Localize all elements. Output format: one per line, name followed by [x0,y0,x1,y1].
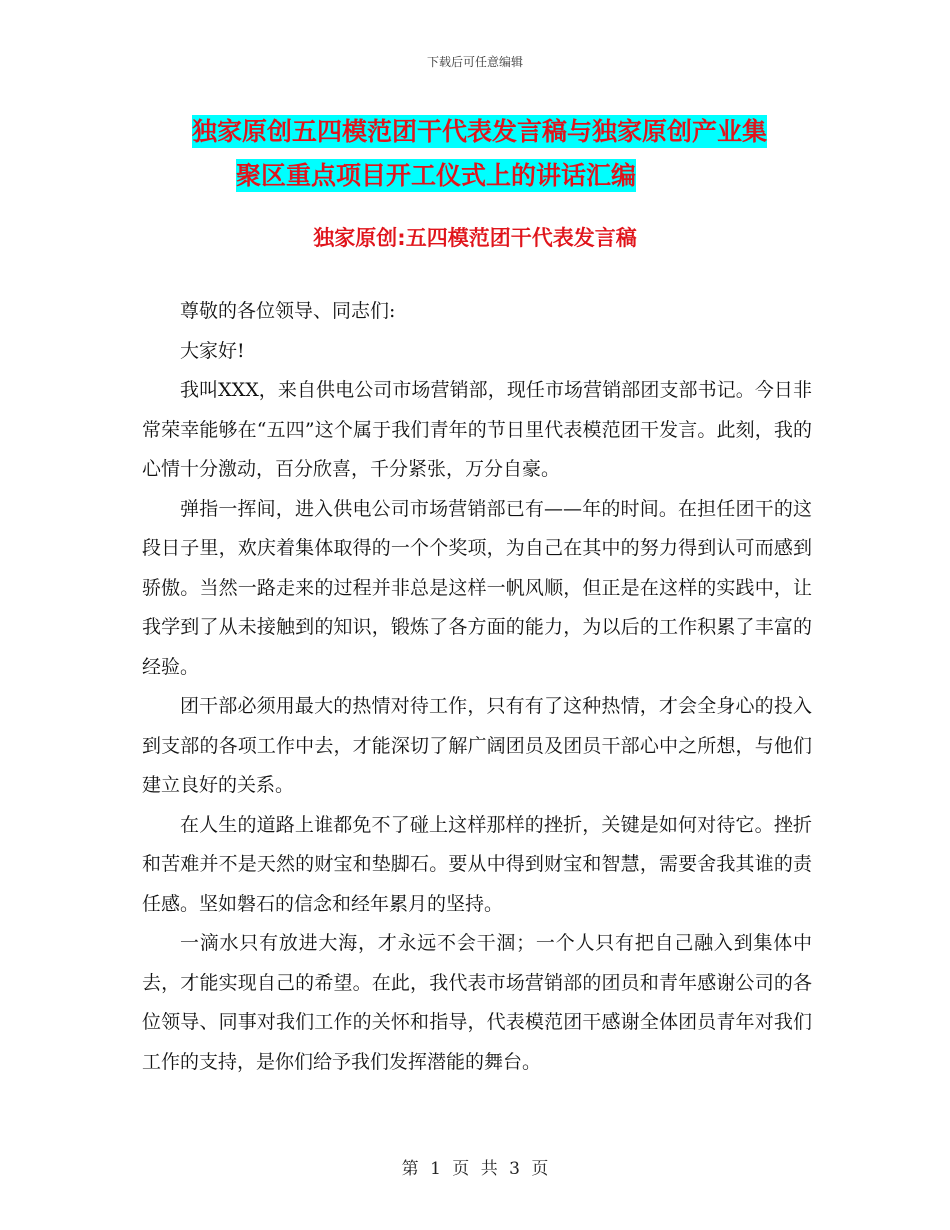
paragraph: 我叫XXX，来自供电公司市场营销部，现任市场营销部团支部书记。今日非常荣幸能够在“五四”这个属于我们青年的节日里代表模范团干发言。此刻，我的心情十分激动，百分欣喜，千分紧张，万分自豪。 [142,379,812,480]
paragraph: 团干部必须用最大的热情对待工作，只有有了这种热情，才会全身心的投入到支部的各项工作中去，才能深切了解广阔团员及团员干部心中之所想，与他们建立良好的关系。 [142,695,812,796]
header-note: 下载后可任意编辑 [426,55,523,69]
paragraph-greeting: 大家好! [180,339,245,362]
document-title [0,110,950,198]
paragraph: 弹指一挥间，进入供电公司市场营销部已有——年的时间。在担任团干的这段日子里，欢庆着集体取得的一个个奖项，为自己在其中的努力得到认可而感到骄傲。当然一路走来的过程并非总是这样一帆风顺，但正是在这样的实践中，让我学到了从未接触到的知识，锻炼了各方面的能力，为以后的工作积累了丰富的经验。 [142,497,812,678]
paragraph: 一滴水只有放进大海，才永远不会干涸；一个人只有把自己融入到集体中去，才能实现自己的希望。在此，我代表市场营销部的团员和青年感谢公司的各位领导、同事对我们工作的关怀和指导，代表模范团干感谢全体团员青年对我们工作的支持，是你们给予我们发挥潜能的舞台。 [142,932,812,1073]
section-title: 独家原创:五四模范团干代表发言稿 [313,226,637,250]
paragraph: 在人生的道路上谁都免不了碰上这样那样的挫折，关键是如何对待它。挫折和苦难并不是天然的财宝和垫脚石。要从中得到财宝和智慧，需要舍我其谁的责任感。坚如磐石的信念和经年累月的坚持。 [142,813,812,915]
document-title-line-1: 独家原创五四模范团干代表发言稿与独家原创产业集 [192,117,768,146]
page-footer: 第 1 页 共 3 页 [401,1159,549,1179]
paragraph-salutation: 尊敬的各位领导、同志们: [180,300,396,322]
document-body [142,292,812,1082]
document-title-line-2: 聚区重点项目开工仪式上的讲话汇编 [236,161,637,190]
